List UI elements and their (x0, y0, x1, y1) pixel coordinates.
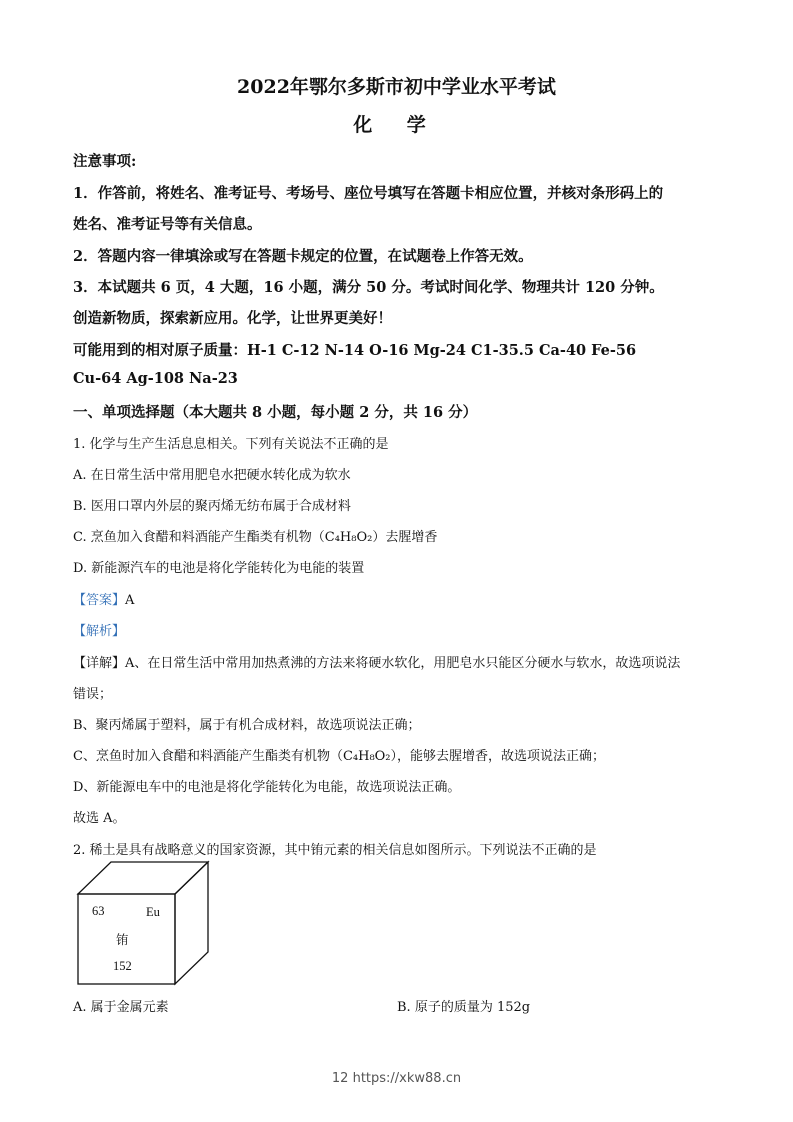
element-symbol: Eu (146, 905, 160, 919)
answer-value: A (125, 593, 135, 608)
note-item-3: 3．本试题共 6 页，4 大题，16 小题，满分 50 分。考试时间化学、物理共计 120 分钟。 (73, 279, 664, 296)
relative-atomic-mass: 152 (113, 959, 132, 973)
note-item-1-line-1: 1．作答前，将姓名、准考证号、考场号、座位号填写在答题卡相应位置，并核对条形码上的 (73, 185, 664, 202)
cube-outline (76, 860, 216, 990)
atomic-masses-line-1: 可能用到的相对原子质量：H-1 C-12 N-14 O-16 Mg-24 C1-35.5 Ca-40 Fe-56 (73, 342, 637, 359)
section-heading: 一、单项选择题（本大题共 8 小题，每小题 2 分，共 16 分） (73, 404, 478, 421)
question-2-stem: 2. 稀土是具有战略意义的国家资源，其中铕元素的相关信息如图所示。下列说法不正确的是 (73, 843, 597, 858)
question-2-option-b: B. 原子的质量为 152g (397, 1000, 531, 1015)
question-1-option-c: C. 烹鱼加入食醋和料酒能产生酯类有机物（C₄H₈O₂）去腥增香 (73, 530, 438, 545)
detail-tag: 【详解】 (73, 656, 126, 671)
question-1-option-a: A. 在日常生活中常用肥皂水把硬水转化成为软水 (73, 468, 351, 483)
analysis-tag: 【解析】 (73, 624, 126, 639)
notes-heading: 注意事项: (73, 153, 137, 170)
detail-line-1: A、在日常生活中常用加热煮沸的方法来将硬水软化，用肥皂水只能区分硬水与软水，故选项说法 (125, 656, 681, 671)
answer-tag: 【答案】 (73, 593, 126, 608)
conclusion: 故选 A。 (73, 811, 126, 826)
answer-row (73, 589, 134, 608)
page-footer: 12 https://xkw88.cn (331, 1071, 462, 1086)
question-1-stem: 1. 化学与生产生活息息相关。下列有关说法不正确的是 (73, 437, 389, 452)
element-name: 铕 (116, 932, 129, 947)
question-1-option-d: D. 新能源汽车的电池是将化学能转化为电能的装置 (73, 561, 365, 576)
detail-option-b: B、聚丙烯属于塑料，属于有机合成材料，故选项说法正确； (73, 718, 421, 733)
detail-line-2: 错误； (73, 687, 113, 702)
exam-title: 2022年鄂尔多斯市初中学业水平考试 (237, 76, 556, 98)
question-1-option-b: B. 医用口罩内外层的聚丙烯无纺布属于合成材料 (73, 499, 351, 514)
question-2-option-a: A. 属于金属元素 (73, 1000, 169, 1015)
atomic-masses-line-2: Cu-64 Ag-108 Na-23 (73, 370, 238, 387)
element-cube-figure (76, 860, 216, 994)
motto: 创造新物质，探索新应用。化学，让世界更美好！ (73, 310, 392, 327)
subject-title: 化 学 (353, 114, 440, 136)
detail-row (73, 652, 680, 671)
note-item-1-line-2: 姓名、准考证号等有关信息。 (73, 216, 262, 233)
detail-option-d: D、新能源电车中的电池是将化学能转化为电能，故选项说法正确。 (73, 780, 461, 795)
detail-option-c: C、烹鱼时加入食醋和料酒能产生酯类有机物（C₄H₈O₂），能够去腥增香，故选项说法正确； (73, 749, 606, 764)
atomic-number: 63 (92, 904, 105, 918)
note-item-2: 2．答题内容一律填涂或写在答题卡规定的位置，在试题卷上作答无效。 (73, 248, 533, 265)
